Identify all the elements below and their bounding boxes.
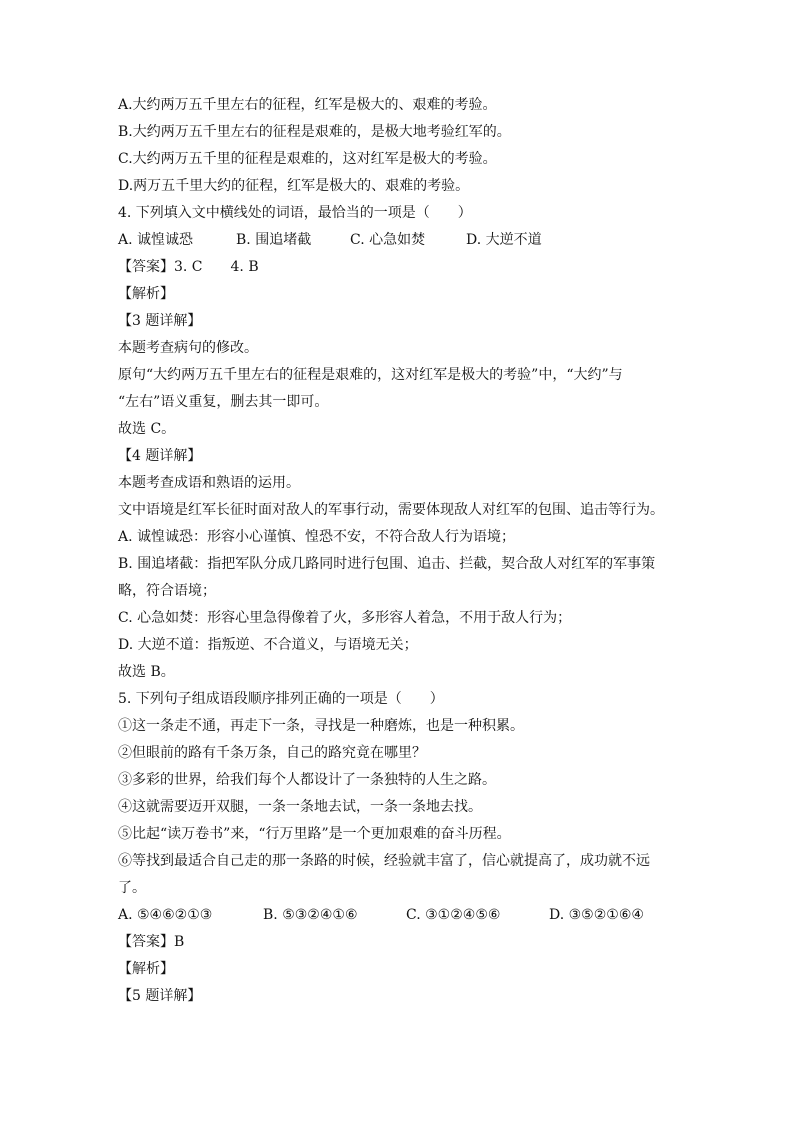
- detail-4-line: 本题考查成语和熟语的运用。: [118, 475, 300, 491]
- q5-sentence: ①这一条走不通，再走下一条，寻找是一种磨炼，也是一种积累。: [118, 718, 524, 734]
- detail-3-heading: 【3 题详解】: [118, 313, 202, 329]
- q5-sentence: ③多彩的世界，给我们每个人都设计了一条独特的人生之路。: [118, 772, 496, 788]
- detail-5-heading: 【5 题详解】: [118, 988, 202, 1004]
- detail-4-line: B. 围追堵截：指把军队分成几路同时进行包围、追击、拦截，契合敌人对红军的军事策: [118, 556, 656, 572]
- q4-option-a: A. 诚惶诚恐: [118, 232, 194, 248]
- detail-3-line: 本题考查病句的修改。: [118, 340, 258, 356]
- q3-option-a: A.大约两万五千里左右的征程，红军是极大的、艰难的考验。: [118, 97, 497, 113]
- q5-sentence: ⑤比起“读万卷书”来，“行万里路”是一个更加艰难的奋斗历程。: [118, 826, 511, 842]
- detail-4-line: 略，符合语境；: [118, 583, 216, 599]
- detail-4-line: 文中语境是红军长征时面对敌人的军事行动，需要体现敌人对红军的包围、追击等行为。: [118, 502, 664, 518]
- detail-4-line: 故选 B。: [118, 664, 175, 680]
- q5-sentence: ②但眼前的路有千条万条，自己的路究竟在哪里？: [118, 745, 426, 761]
- q4-option-b: B. 围追堵截: [236, 232, 312, 248]
- detail-3-line: 故选 C。: [118, 421, 176, 437]
- q5-option-c: C. ③①②④⑤⑥: [406, 907, 501, 923]
- q5-sentence: ⑥等找到最适合自己走的那一条路的时候，经验就丰富了，信心就提高了，成功就不远: [118, 853, 650, 869]
- q4-options: [118, 231, 678, 249]
- q5-option-a: A. ⑤④⑥②①③: [118, 907, 213, 923]
- detail-4-line: C. 心急如焚：形容心里急得像着了火，多形容人着急，不用于敌人行为；: [118, 610, 572, 626]
- analysis-heading-2: 【解析】: [118, 961, 174, 977]
- q5-option-b: B. ⑤③②④①⑥: [263, 907, 358, 923]
- q5-options: [118, 906, 678, 924]
- answer-5: 【答案】B: [118, 934, 185, 950]
- detail-4-heading: 【4 题详解】: [118, 448, 202, 464]
- q4-question: 4. 下列填入文中横线处的词语，最恰当的一项是（ ）: [118, 205, 472, 221]
- q5-sentence: 了。: [118, 880, 146, 896]
- q4-option-d: D. 大逆不道: [466, 232, 542, 248]
- detail-4-line: D. 大逆不道：指叛逆、不合道义，与语境无关；: [118, 637, 418, 653]
- q5-question: 5. 下列句子组成语段顺序排列正确的一项是（ ）: [118, 691, 444, 707]
- q5-sentence: ④这就需要迈开双腿，一条一条地去试，一条一条地去找。: [118, 799, 482, 815]
- analysis-heading-1: 【解析】: [118, 286, 174, 302]
- answer-3-4: 【答案】3. C 4. B: [118, 259, 259, 275]
- detail-4-line: A. 诚惶诚恐：形容小心谨慎、惶恐不安，不符合敌人行为语境；: [118, 529, 516, 545]
- q4-option-c: C. 心急如焚: [350, 232, 426, 248]
- q5-option-d: D. ③⑤②①⑥④: [549, 907, 644, 923]
- q3-option-b: B.大约两万五千里左右的征程是艰难的，是极大地考验红军的。: [118, 124, 511, 140]
- q3-option-c: C.大约两万五千里的征程是艰难的，这对红军是极大的考验。: [118, 151, 497, 167]
- detail-3-line: 原句“大约两万五千里左右的征程是艰难的，这对红军是极大的考验”中，“大约”与: [118, 367, 623, 383]
- q3-option-d: D.两万五千里大约的征程，红军是极大的、艰难的考验。: [118, 178, 470, 194]
- detail-3-line: “左右”语义重复，删去其一即可。: [118, 394, 329, 410]
